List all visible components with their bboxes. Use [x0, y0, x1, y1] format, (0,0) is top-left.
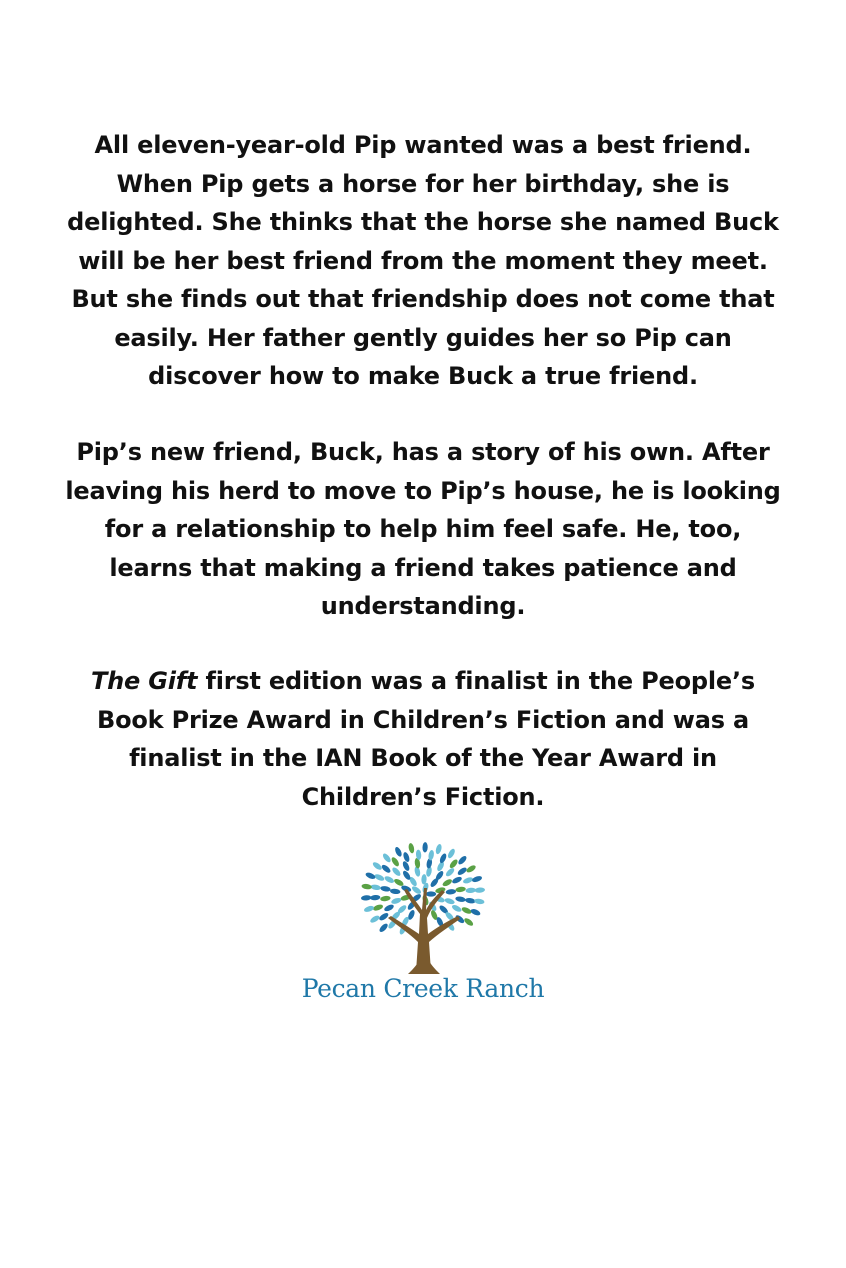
tree-leaf — [426, 891, 436, 896]
description-paragraph-1: All eleven-year-old Pip wanted was a best friend. When Pip gets a horse for her birthday, she is delighted. She thinks that the horse she named Buck will be her best friend from the moment they meet. But she finds out that friendship does not come that easily. Her father gently guides her so Pip can discover how to make Buck a true friend. — [67, 131, 779, 390]
tree-leaf — [369, 914, 381, 924]
tree-leaf — [411, 885, 422, 895]
tree-leaf — [470, 908, 482, 917]
tree-leaf — [401, 860, 410, 872]
book-title: The Gift — [90, 667, 198, 695]
tree-leaf — [361, 883, 372, 890]
tree-leaf — [382, 852, 393, 863]
tree-leaf — [408, 843, 415, 854]
tree-leaf — [463, 917, 474, 927]
tree-leaf — [445, 889, 456, 895]
tree-leaf — [402, 851, 410, 863]
tree-leaf — [439, 852, 448, 864]
tree-leaf — [383, 903, 395, 912]
tree-leaf — [378, 922, 389, 933]
tree-leaf — [441, 878, 453, 888]
tree-leaf — [471, 875, 483, 883]
tree-leaf — [474, 898, 485, 905]
tree-leaf — [465, 864, 477, 874]
tree-roots — [408, 958, 440, 974]
tree-leaf — [456, 866, 468, 876]
tree-leaf — [380, 895, 391, 902]
tree-leaf — [363, 905, 375, 913]
tree-leaf — [391, 866, 402, 877]
tree-leaf — [383, 875, 395, 884]
tree-leaf — [444, 897, 455, 905]
tree-leaf — [372, 861, 383, 871]
tree-leaf — [391, 897, 402, 905]
tree-leaf — [445, 867, 456, 878]
tree-leaf — [451, 875, 463, 884]
tree-leaf — [447, 848, 457, 860]
tree-leaf — [390, 888, 401, 894]
tree-leaf — [422, 842, 428, 853]
description-paragraph-2: Pip’s new friend, Buck, has a story of his own. After leaving his herd to move to Pip’s house, he is looking for a relationship to help him feel safe. He, too, learns that making a friend takes patience and understanding. — [65, 438, 781, 620]
tree-leaf — [465, 887, 476, 893]
publisher-name: Pecan Creek Ranch — [301, 974, 545, 1003]
award-paragraph — [60, 662, 786, 816]
tree-leaf — [361, 895, 372, 901]
tree-logo-icon — [358, 838, 488, 974]
award-text: first edition was a finalist in the People’s Book Prize Award in Children’s Fiction and was a finalist in the IAN Book of the Year Award in Children’s Fiction. — [96, 667, 755, 811]
tree-leaf — [455, 896, 466, 903]
tree-leaf — [474, 887, 485, 893]
tree-leaf — [380, 885, 391, 892]
tree-leaf — [435, 843, 443, 854]
tree-leaf — [451, 904, 463, 913]
tree-leaf — [457, 855, 468, 866]
tree-leaf — [378, 912, 390, 922]
publisher-logo — [0, 836, 846, 1016]
tree-leaf — [365, 871, 377, 880]
tree-leaf — [455, 886, 466, 893]
tree-leaf — [390, 856, 400, 868]
tree-leaf — [380, 863, 391, 874]
tree-leaf — [448, 858, 459, 869]
tree-leaf — [394, 846, 403, 858]
tree-leaf — [370, 895, 381, 901]
